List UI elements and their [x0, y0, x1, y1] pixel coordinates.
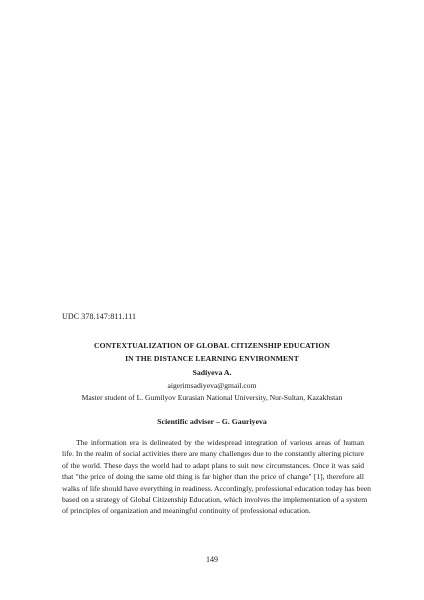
- page-number: 149: [206, 555, 218, 564]
- body-line: The information era is delineated by the widespread integration of various areas of human: [76, 438, 364, 447]
- body-line: of the world. These days the world had to adapt plans to suit new circumstances. Once it was said: [62, 460, 364, 470]
- body-line: walks of life should have everything in readiness. Accordingly, professional education today has been: [62, 483, 371, 493]
- article-title-line-1: CONTEXTUALIZATION OF GLOBAL CITIZENSHIP EDUCATION: [94, 341, 330, 350]
- scientific-adviser: Scientific adviser – G. Gauriyeva: [157, 417, 267, 426]
- body-line: of principles of organization and meaningful continuity of professional education.: [62, 506, 311, 516]
- author-name: Sadiyeva A.: [192, 368, 232, 377]
- udc-code: UDC 378.147:811.111: [62, 312, 137, 321]
- body-line: based on a strategy of Global Citizenship Education, which involves the implementation of a system: [62, 495, 368, 505]
- author-email: aigerimsadiyeva@gmail.com: [167, 381, 257, 390]
- body-line: life. In the realm of social activities there are many challenges due to the constantly altering picture: [62, 449, 364, 459]
- body-paragraph: [62, 437, 371, 517]
- author-affiliation: Master student of L. Gumilyov Eurasian National University, Nur-Sultan, Kazakhstan: [81, 393, 343, 402]
- article-title-line-2: IN THE DISTANCE LEARNING ENVIRONMENT: [125, 354, 299, 363]
- body-line: that "the price of doing the same old thing is far higher than the price of change" [1], therefore all: [62, 472, 364, 482]
